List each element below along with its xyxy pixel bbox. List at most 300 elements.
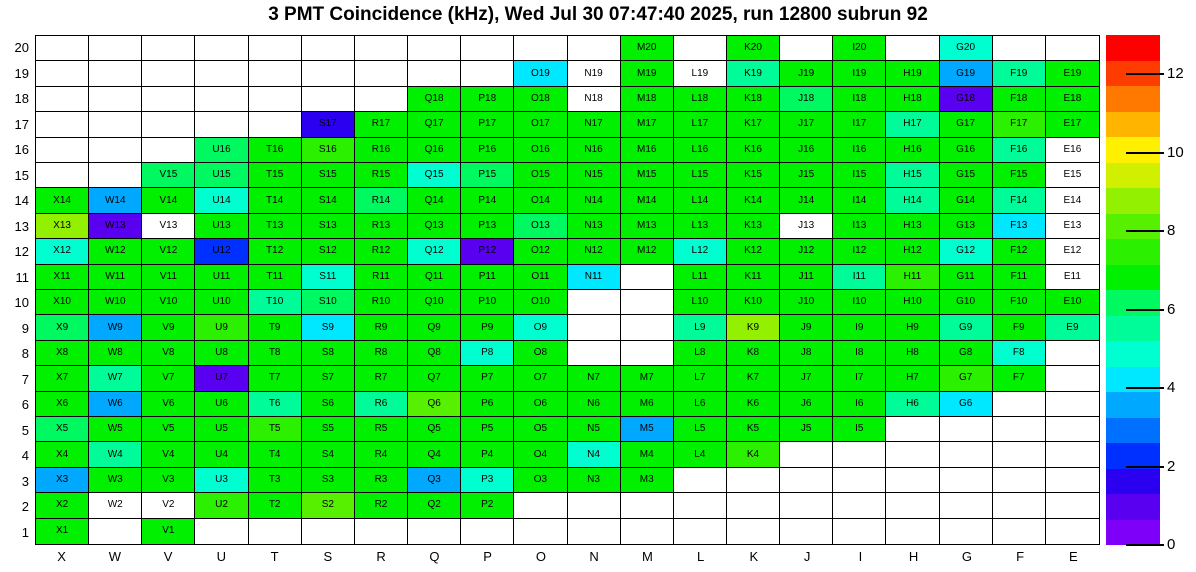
cell-L14: L14 <box>674 188 727 213</box>
cell-P10: P10 <box>461 290 514 315</box>
cell-W11: W11 <box>89 265 142 290</box>
cell-E20 <box>1046 36 1099 61</box>
cell-V9: V9 <box>142 315 195 340</box>
cell-U17 <box>195 112 248 137</box>
cell-X1: X1 <box>36 519 89 544</box>
cell-S1 <box>302 519 355 544</box>
cell-L15: L15 <box>674 163 727 188</box>
cell-L5: L5 <box>674 417 727 442</box>
cell-R16: R16 <box>355 138 408 163</box>
cell-T5: T5 <box>249 417 302 442</box>
cell-L18: L18 <box>674 87 727 112</box>
cell-I8: I8 <box>833 341 886 366</box>
cell-P16: P16 <box>461 138 514 163</box>
cell-T18 <box>249 87 302 112</box>
cell-M11 <box>621 265 674 290</box>
cell-E12: E12 <box>1046 239 1099 264</box>
cell-L7: L7 <box>674 366 727 391</box>
y-axis-label-9: 9 <box>21 320 29 336</box>
cell-K8: K8 <box>727 341 780 366</box>
cell-J1 <box>780 519 833 544</box>
cell-N15: N15 <box>568 163 621 188</box>
cell-J6: J6 <box>780 392 833 417</box>
cell-E6 <box>1046 392 1099 417</box>
colorbar-band-0 <box>1106 520 1160 546</box>
cell-H6: H6 <box>886 392 939 417</box>
cell-E15: E15 <box>1046 163 1099 188</box>
colorbar-band-5 <box>1106 392 1160 418</box>
colorbar-band-10 <box>1106 265 1160 291</box>
cell-U7: U7 <box>195 366 248 391</box>
cell-J14: J14 <box>780 188 833 213</box>
cell-X16 <box>36 138 89 163</box>
cell-H19: H19 <box>886 61 939 86</box>
cell-T4: T4 <box>249 442 302 467</box>
cell-W3: W3 <box>89 468 142 493</box>
cell-E8 <box>1046 341 1099 366</box>
cell-M20: M20 <box>621 36 674 61</box>
cell-O4: O4 <box>514 442 567 467</box>
cell-K11: K11 <box>727 265 780 290</box>
cell-T16: T16 <box>249 138 302 163</box>
cell-R1 <box>355 519 408 544</box>
cell-H4 <box>886 442 939 467</box>
cell-W4: W4 <box>89 442 142 467</box>
cell-J3 <box>780 468 833 493</box>
cell-G13: G13 <box>940 214 993 239</box>
cell-Q18: Q18 <box>408 87 461 112</box>
cell-G14: G14 <box>940 188 993 213</box>
colorbar-tick-label-8: 8 <box>1167 222 1176 240</box>
cell-H13: H13 <box>886 214 939 239</box>
cell-Q4: Q4 <box>408 442 461 467</box>
cell-P2: P2 <box>461 493 514 518</box>
cell-S17: S17 <box>302 112 355 137</box>
cell-U18 <box>195 87 248 112</box>
cell-H7: H7 <box>886 366 939 391</box>
cell-F8: F8 <box>993 341 1046 366</box>
cell-H17: H17 <box>886 112 939 137</box>
colorbar-band-7 <box>1106 341 1160 367</box>
cell-Q16: Q16 <box>408 138 461 163</box>
cell-V1: V1 <box>142 519 195 544</box>
cell-V7: V7 <box>142 366 195 391</box>
cell-N7: N7 <box>568 366 621 391</box>
cell-S14: S14 <box>302 188 355 213</box>
cell-R3: R3 <box>355 468 408 493</box>
cell-G2 <box>940 493 993 518</box>
cell-J10: J10 <box>780 290 833 315</box>
cell-Q8: Q8 <box>408 341 461 366</box>
cell-N2 <box>568 493 621 518</box>
cell-N10 <box>568 290 621 315</box>
cell-N16: N16 <box>568 138 621 163</box>
cell-P5: P5 <box>461 417 514 442</box>
cell-N17: N17 <box>568 112 621 137</box>
colorbar-tick-0 <box>1126 544 1164 546</box>
cell-P15: P15 <box>461 163 514 188</box>
cell-L9: L9 <box>674 315 727 340</box>
cell-H2 <box>886 493 939 518</box>
cell-F19: F19 <box>993 61 1046 86</box>
cell-I1 <box>833 519 886 544</box>
colorbar <box>1106 35 1160 545</box>
cell-V18 <box>142 87 195 112</box>
cell-V12: V12 <box>142 239 195 264</box>
cell-W18 <box>89 87 142 112</box>
cell-L1 <box>674 519 727 544</box>
cell-V13: V13 <box>142 214 195 239</box>
cell-T15: T15 <box>249 163 302 188</box>
cell-K5: K5 <box>727 417 780 442</box>
cell-I2 <box>833 493 886 518</box>
cell-K12: K12 <box>727 239 780 264</box>
cell-Q14: Q14 <box>408 188 461 213</box>
cell-S8: S8 <box>302 341 355 366</box>
cell-T19 <box>249 61 302 86</box>
cell-G19: G19 <box>940 61 993 86</box>
cell-U10: U10 <box>195 290 248 315</box>
cell-M17: M17 <box>621 112 674 137</box>
cell-K14: K14 <box>727 188 780 213</box>
cell-O3: O3 <box>514 468 567 493</box>
cell-T17 <box>249 112 302 137</box>
cell-O8: O8 <box>514 341 567 366</box>
cell-Q5: Q5 <box>408 417 461 442</box>
cell-G5 <box>940 417 993 442</box>
cell-Q19 <box>408 61 461 86</box>
cell-N18: N18 <box>568 87 621 112</box>
cell-N1 <box>568 519 621 544</box>
colorbar-tick-label-12: 12 <box>1167 65 1184 83</box>
cell-P1 <box>461 519 514 544</box>
x-axis-label-O: O <box>535 549 546 564</box>
x-axis-label-Q: Q <box>429 549 440 564</box>
y-axis-label-6: 6 <box>21 397 29 413</box>
cell-I4 <box>833 442 886 467</box>
cell-N6: N6 <box>568 392 621 417</box>
cell-R20 <box>355 36 408 61</box>
cell-X7: X7 <box>36 366 89 391</box>
cell-U13: U13 <box>195 214 248 239</box>
cell-H12: H12 <box>886 239 939 264</box>
cell-U3: U3 <box>195 468 248 493</box>
cell-T7: T7 <box>249 366 302 391</box>
y-axis-label-12: 12 <box>14 244 29 260</box>
cell-O2 <box>514 493 567 518</box>
cell-O20 <box>514 36 567 61</box>
cell-P12: P12 <box>461 239 514 264</box>
cell-H18: H18 <box>886 87 939 112</box>
cell-L17: L17 <box>674 112 727 137</box>
cell-M3: M3 <box>621 468 674 493</box>
colorbar-band-8 <box>1106 316 1160 342</box>
colorbar-band-17 <box>1106 86 1160 112</box>
cell-H10: H10 <box>886 290 939 315</box>
cell-O11: O11 <box>514 265 567 290</box>
cell-T3: T3 <box>249 468 302 493</box>
x-axis-label-P: P <box>483 549 492 564</box>
cell-J7: J7 <box>780 366 833 391</box>
cell-X20 <box>36 36 89 61</box>
cell-X5: X5 <box>36 417 89 442</box>
cell-R9: R9 <box>355 315 408 340</box>
colorbar-tick-label-4: 4 <box>1167 379 1176 397</box>
cell-I13: I13 <box>833 214 886 239</box>
cell-F10: F10 <box>993 290 1046 315</box>
cell-E17: E17 <box>1046 112 1099 137</box>
cell-L2 <box>674 493 727 518</box>
cell-W10: W10 <box>89 290 142 315</box>
cell-U15: U15 <box>195 163 248 188</box>
cell-P8: P8 <box>461 341 514 366</box>
cell-P3: P3 <box>461 468 514 493</box>
colorbar-tick-6 <box>1126 309 1164 311</box>
cell-S13: S13 <box>302 214 355 239</box>
cell-F16: F16 <box>993 138 1046 163</box>
cell-S10: S10 <box>302 290 355 315</box>
cell-I15: I15 <box>833 163 886 188</box>
cell-G4 <box>940 442 993 467</box>
cell-V3: V3 <box>142 468 195 493</box>
cell-W7: W7 <box>89 366 142 391</box>
cell-S16: S16 <box>302 138 355 163</box>
cell-Q20 <box>408 36 461 61</box>
colorbar-band-4 <box>1106 418 1160 444</box>
cell-J12: J12 <box>780 239 833 264</box>
cell-J20 <box>780 36 833 61</box>
cell-O15: O15 <box>514 163 567 188</box>
cell-F2 <box>993 493 1046 518</box>
cell-J18: J18 <box>780 87 833 112</box>
cell-K6: K6 <box>727 392 780 417</box>
colorbar-band-16 <box>1106 112 1160 138</box>
cell-K4: K4 <box>727 442 780 467</box>
cell-I12: I12 <box>833 239 886 264</box>
cell-E10: E10 <box>1046 290 1099 315</box>
cell-V14: V14 <box>142 188 195 213</box>
cell-M8 <box>621 341 674 366</box>
colorbar-band-12 <box>1106 214 1160 240</box>
cell-H1 <box>886 519 939 544</box>
cell-Q1 <box>408 519 461 544</box>
cell-M19: M19 <box>621 61 674 86</box>
cell-Q7: Q7 <box>408 366 461 391</box>
cell-Q12: Q12 <box>408 239 461 264</box>
x-axis-label-E: E <box>1069 549 1078 564</box>
cell-J8: J8 <box>780 341 833 366</box>
cell-O19: O19 <box>514 61 567 86</box>
cell-S3: S3 <box>302 468 355 493</box>
cell-M16: M16 <box>621 138 674 163</box>
cell-U2: U2 <box>195 493 248 518</box>
y-axis-label-10: 10 <box>14 295 29 311</box>
cell-L10: L10 <box>674 290 727 315</box>
cell-O17: O17 <box>514 112 567 137</box>
cell-R7: R7 <box>355 366 408 391</box>
cell-M15: M15 <box>621 163 674 188</box>
cell-E13: E13 <box>1046 214 1099 239</box>
cell-L8: L8 <box>674 341 727 366</box>
cell-W1 <box>89 519 142 544</box>
colorbar-band-1 <box>1106 494 1160 520</box>
cell-K1 <box>727 519 780 544</box>
cell-T10: T10 <box>249 290 302 315</box>
cell-L3 <box>674 468 727 493</box>
cell-O18: O18 <box>514 87 567 112</box>
x-axis-label-U: U <box>216 549 227 564</box>
cell-R2: R2 <box>355 493 408 518</box>
x-axis-label-L: L <box>697 549 705 564</box>
x-axis-label-X: X <box>57 549 66 564</box>
cell-I19: I19 <box>833 61 886 86</box>
cell-W9: W9 <box>89 315 142 340</box>
cell-O5: O5 <box>514 417 567 442</box>
cell-P20 <box>461 36 514 61</box>
cell-U1 <box>195 519 248 544</box>
cell-T1 <box>249 519 302 544</box>
cell-V2: V2 <box>142 493 195 518</box>
cell-W12: W12 <box>89 239 142 264</box>
cell-K15: K15 <box>727 163 780 188</box>
cell-U16: U16 <box>195 138 248 163</box>
y-axis-label-11: 11 <box>15 269 29 285</box>
cell-O1 <box>514 519 567 544</box>
cell-E1 <box>1046 519 1099 544</box>
cell-F4 <box>993 442 1046 467</box>
cell-G6: G6 <box>940 392 993 417</box>
cell-M2 <box>621 493 674 518</box>
chart-title: 3 PMT Coincidence (kHz), Wed Jul 30 07:47:40 2025, run 12800 subrun 92 <box>268 4 928 25</box>
cell-U9: U9 <box>195 315 248 340</box>
cell-S6: S6 <box>302 392 355 417</box>
cell-J2 <box>780 493 833 518</box>
cell-H20 <box>886 36 939 61</box>
cell-M1 <box>621 519 674 544</box>
cell-T9: T9 <box>249 315 302 340</box>
cell-X4: X4 <box>36 442 89 467</box>
cell-G12: G12 <box>940 239 993 264</box>
cell-L20 <box>674 36 727 61</box>
cell-P11: P11 <box>461 265 514 290</box>
cell-F17: F17 <box>993 112 1046 137</box>
cell-N11: N11 <box>568 265 621 290</box>
y-axis-label-16: 16 <box>14 142 29 158</box>
cell-H3 <box>886 468 939 493</box>
cell-R5: R5 <box>355 417 408 442</box>
cell-R6: R6 <box>355 392 408 417</box>
cell-U5: U5 <box>195 417 248 442</box>
cell-Q9: Q9 <box>408 315 461 340</box>
cell-G11: G11 <box>940 265 993 290</box>
cell-U19 <box>195 61 248 86</box>
y-axis-label-1: 1 <box>21 524 29 540</box>
cell-O13: O13 <box>514 214 567 239</box>
x-axis-label-G: G <box>961 549 972 564</box>
cell-L19: L19 <box>674 61 727 86</box>
cell-W20 <box>89 36 142 61</box>
cell-N13: N13 <box>568 214 621 239</box>
y-axis-label-7: 7 <box>21 371 29 387</box>
x-axis-label-V: V <box>163 549 173 564</box>
cell-O12: O12 <box>514 239 567 264</box>
colorbar-tick-4 <box>1126 387 1164 389</box>
x-axis-label-H: H <box>908 549 919 564</box>
colorbar-band-11 <box>1106 239 1160 265</box>
cell-O16: O16 <box>514 138 567 163</box>
cell-H14: H14 <box>886 188 939 213</box>
cell-M13: M13 <box>621 214 674 239</box>
colorbar-tick-label-6: 6 <box>1167 300 1176 318</box>
cell-G16: G16 <box>940 138 993 163</box>
cell-R17: R17 <box>355 112 408 137</box>
x-axis-label-T: T <box>270 549 279 564</box>
cell-X6: X6 <box>36 392 89 417</box>
cell-X15 <box>36 163 89 188</box>
cell-P19 <box>461 61 514 86</box>
cell-X13: X13 <box>36 214 89 239</box>
colorbar-tick-10 <box>1126 152 1164 154</box>
cell-X19 <box>36 61 89 86</box>
cell-S2: S2 <box>302 493 355 518</box>
cell-X2: X2 <box>36 493 89 518</box>
cell-E18: E18 <box>1046 87 1099 112</box>
cell-V4: V4 <box>142 442 195 467</box>
cell-G10: G10 <box>940 290 993 315</box>
cell-I20: I20 <box>833 36 886 61</box>
cell-L4: L4 <box>674 442 727 467</box>
cell-W8: W8 <box>89 341 142 366</box>
cell-N8 <box>568 341 621 366</box>
cell-E3 <box>1046 468 1099 493</box>
cell-G9: G9 <box>940 315 993 340</box>
cell-F9: F9 <box>993 315 1046 340</box>
cell-O14: O14 <box>514 188 567 213</box>
cell-K20: K20 <box>727 36 780 61</box>
cell-I5: I5 <box>833 417 886 442</box>
colorbar-tick-2 <box>1126 466 1164 468</box>
cell-T6: T6 <box>249 392 302 417</box>
cell-S4: S4 <box>302 442 355 467</box>
cell-M7: M7 <box>621 366 674 391</box>
x-axis-label-M: M <box>641 549 653 564</box>
cell-P9: P9 <box>461 315 514 340</box>
x-axis-label-I: I <box>858 549 863 564</box>
colorbar-tick-label-2: 2 <box>1167 457 1176 475</box>
cell-S18 <box>302 87 355 112</box>
y-axis-label-20: 20 <box>14 40 29 56</box>
x-axis-label-N: N <box>589 549 599 564</box>
cell-N9 <box>568 315 621 340</box>
cell-O7: O7 <box>514 366 567 391</box>
cell-J4 <box>780 442 833 467</box>
cell-P14: P14 <box>461 188 514 213</box>
cell-K13: K13 <box>727 214 780 239</box>
cell-V16 <box>142 138 195 163</box>
cell-F11: F11 <box>993 265 1046 290</box>
cell-J5: J5 <box>780 417 833 442</box>
cell-E7 <box>1046 366 1099 391</box>
colorbar-tick-8 <box>1126 230 1164 232</box>
cell-F6 <box>993 392 1046 417</box>
y-axis-label-17: 17 <box>14 116 29 132</box>
cell-H15: H15 <box>886 163 939 188</box>
cell-W5: W5 <box>89 417 142 442</box>
cell-L6: L6 <box>674 392 727 417</box>
cell-F13: F13 <box>993 214 1046 239</box>
cell-I9: I9 <box>833 315 886 340</box>
cell-R14: R14 <box>355 188 408 213</box>
